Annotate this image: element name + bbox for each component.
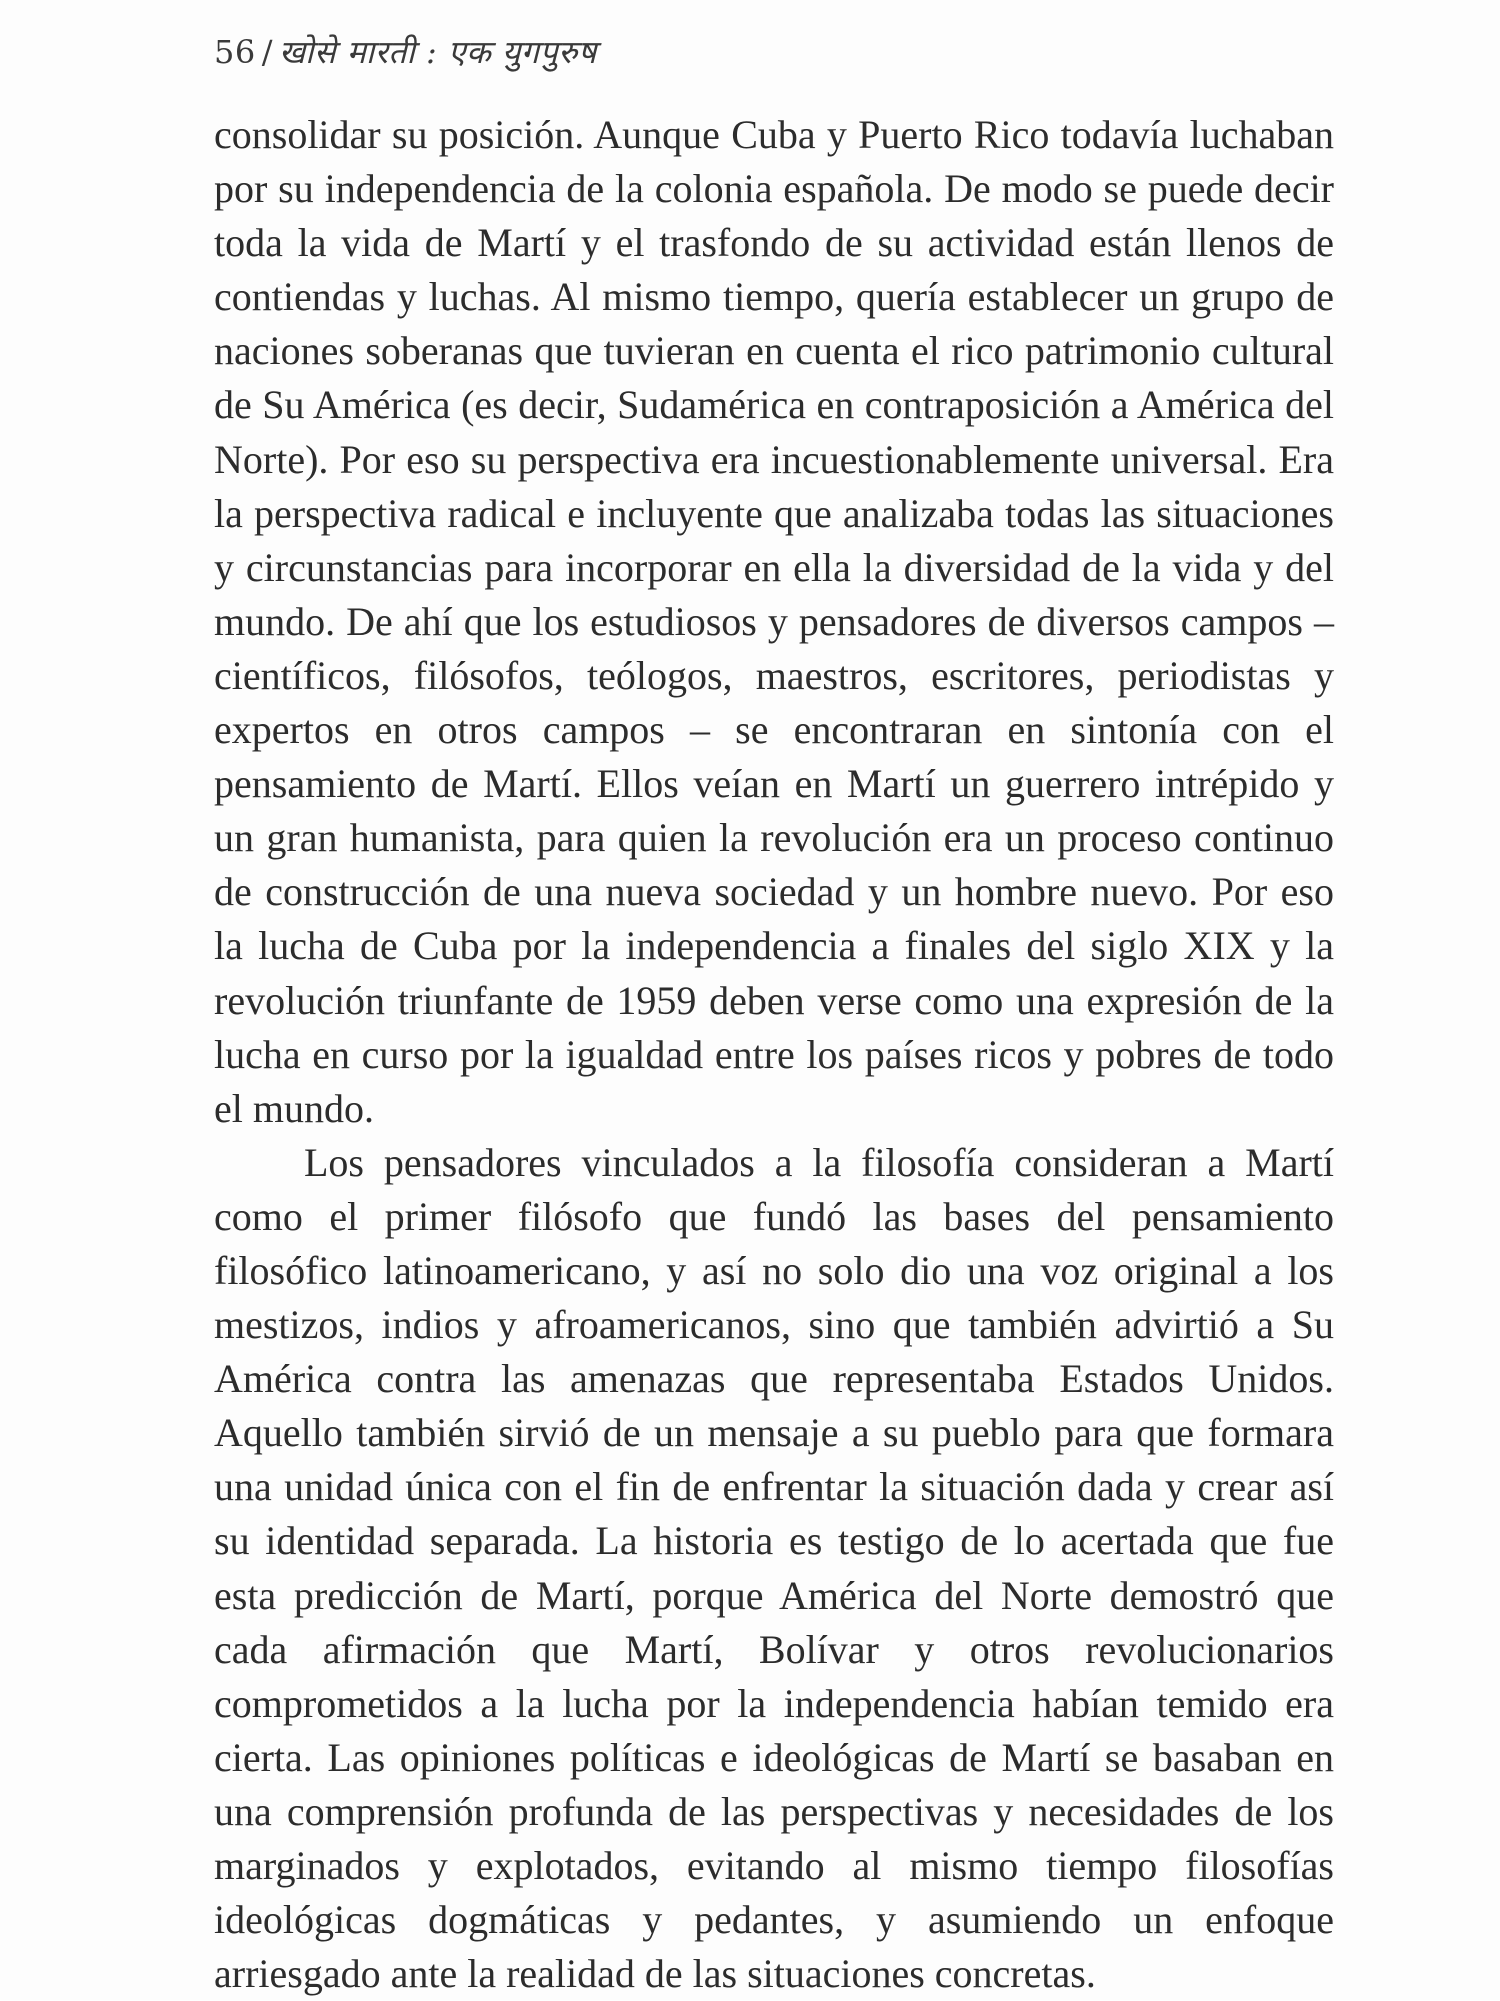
body-text bbox=[214, 108, 1334, 2001]
running-head bbox=[214, 30, 597, 73]
paragraph-1: consolidar su posición. Aunque Cuba y Puerto Rico todavía luchaban por su independencia de la colonia española. De modo se puede decir toda la vida de Martí y el trasfondo de su actividad están llenos de contiendas y luchas. Al mismo tiempo, quería establecer un grupo de naciones soberanas que tuvieran en cuenta el rico patrimonio cultural de Su América (es decir, Sudamérica en contraposición a América del Norte). Por eso su perspectiva era incuestionablemente universal. Era la perspectiva radical e incluyente que analizaba todas las situaciones y circunstancias para incorporar en ella la diversidad de la vida y del mundo. De ahí que los estudiosos y pensadores de diversos campos – científicos, filósofos, teólogos, maestros, escritores, periodistas y expertos en otros campos – se encontraran en sintonía con el pensamiento de Martí. Ellos veían en Martí un guerrero intrépido y un gran humanista, para quien la revolución era un proceso continuo de construcción de una nueva sociedad y un hombre nuevo. Por eso la lucha de Cuba por la independencia a finales del siglo XIX y la revolución triunfante de 1959 deben verse como una expresión de la lucha en curso por la igualdad entre los países ricos y pobres de todo el mundo. bbox=[214, 112, 1334, 1131]
running-title: खोसे मारती : एक युगपुरुष bbox=[279, 33, 597, 71]
paragraph-2: Los pensadores vinculados a la filosofía consideran a Martí como el primer filósofo que fundó las bases del pensamiento filosófico latinoamericano, y así no solo dio una voz original a los mestizos, indios y afroamericanos, sino que también advirtió a Su América contra las amenazas que representaba Estados Unidos. Aquello también sirvió de un mensaje a su pueblo para que formara una unidad única con el fin de enfrentar la situación dada y crear así su identidad separada. La historia es testigo de lo acertada que fue esta predicción de Martí, porque América del Norte demostró que cada afirmación que Martí, Bolívar y otros revolucionarios comprometidos a la lucha por la independencia habían temido era cierta. Las opiniones políticas e ideológicas de Martí se basaban en una comprensión profunda de las perspectivas y necesidades de los marginados y explotados, evitando al mismo tiempo filosofías ideológicas dogmáticas y pedantes, y asumiendo un enfoque arriesgado ante la realidad de las situaciones concretas. bbox=[214, 1139, 1334, 1997]
page-number: 56 bbox=[214, 33, 256, 71]
header-separator: / bbox=[261, 33, 273, 71]
